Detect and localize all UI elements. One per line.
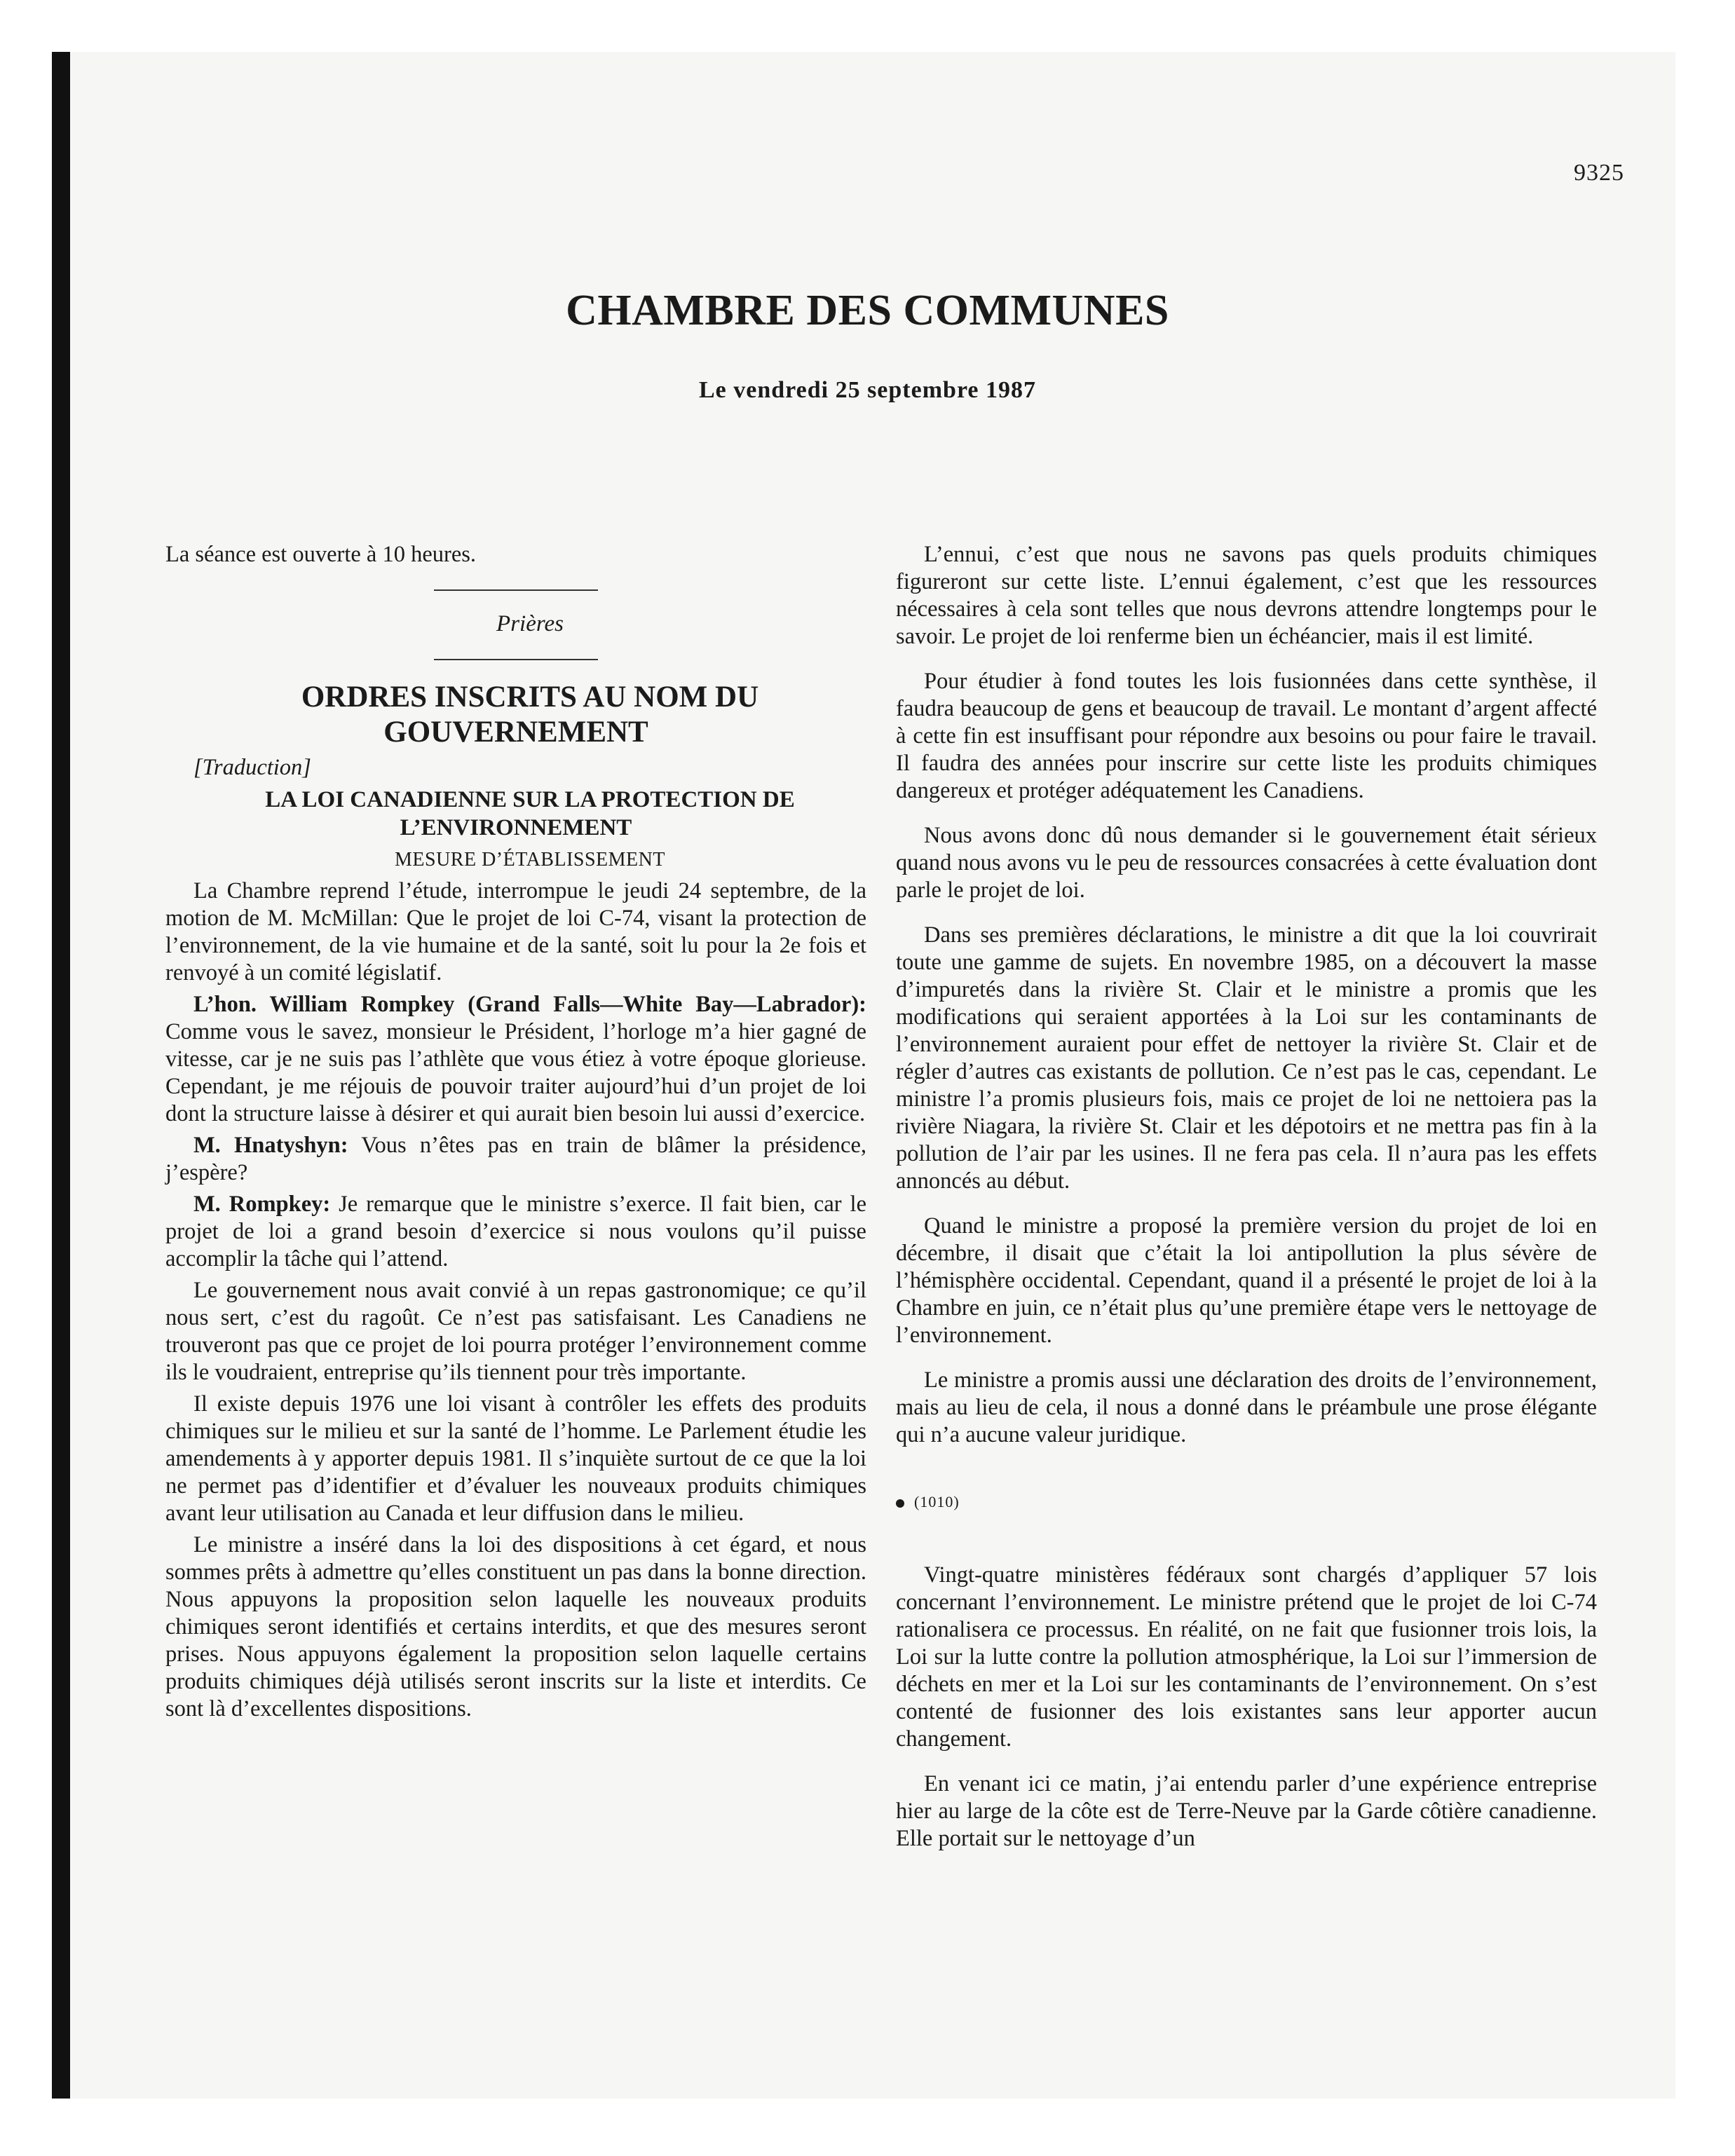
timestamp-marker — [896, 1488, 1597, 1515]
opening-line: La séance est ouverte à 10 heures. — [165, 542, 477, 567]
speech-paragraph — [165, 991, 866, 1128]
timestamp-text: (1010) — [914, 1493, 960, 1510]
paragraph: Il existe depuis 1976 une loi visant à contrôler les effets des produits chimiques sur le milieu et sur la santé de l’homme. Le Parlement étudie les amendements à y apporter depuis 1981. Il s’inquiète surtout de ce que la loi ne permet pas d’identifier et d’évaluer les nouveaux produits chimiques avant leur utilisation au Canada et leur diffusion dans le milieu. — [165, 1391, 866, 1526]
paragraph: En venant ici ce matin, j’ai entendu parler d’une expérience entreprise hier au large de la côte est de Terre-Neuve par la Garde côtière canadienne. Elle portait sur le nettoyage d’un — [896, 1771, 1597, 1851]
paragraph: Quand le ministre a proposé la première version du projet de loi en décembre, il disait que c’était la loi antipollution la plus sévère de l’hémisphère occidental. Cependant, quand il a présenté le projet de loi à la Chambre en juin, ce n’était plus qu’une première étape vers le nettoyage de l’environnement. — [896, 1213, 1597, 1348]
bill-heading: LA LOI CANADIENNE SUR LA PROTECTION DE L’ENVIRONNEMENT — [265, 787, 795, 840]
section-heading: ORDRES INSCRITS AU NOM DU GOUVERNEMENT — [301, 681, 759, 749]
speech-paragraph — [165, 1132, 866, 1187]
page-number: 9325 — [1574, 160, 1624, 186]
divider — [434, 589, 598, 591]
document-title: CHAMBRE DES COMMUNES — [566, 287, 1169, 334]
paragraph: L’ennui, c’est que nous ne savons pas quels produits chimiques figureront sur cette liste. L’ennui également, c’est que les ressources nécessaires à cela sont telles que nous devrons attendre longtemps pour le savoir. Le projet de loi renferme bien un échéancier, mais il est limité. — [896, 542, 1597, 649]
measure-subheading: MESURE D’ÉTABLISSEMENT — [395, 849, 665, 871]
speech-text: Vous n’êtes pas en train de blâmer la présidence, j’espère? — [165, 1133, 866, 1185]
paragraph: Le ministre a promis aussi une déclaration des droits de l’environnement, mais au lieu de cela, il nous a donné dans le préambule une prose élégante qui n’a aucune valeur juridique. — [896, 1367, 1597, 1447]
document-date: Le vendredi 25 septembre 1987 — [698, 377, 1037, 403]
paragraph: La Chambre reprend l’étude, interrompue le jeudi 24 septembre, de la motion de M. McMillan: Que le projet de loi C-74, visant la protection de l’environnement, de la vie humaine et de la santé, soit lu pour la 2e fois et renvoyé à un comité législatif. — [165, 878, 866, 985]
bullet-dot-icon — [896, 1499, 904, 1508]
paragraph: Le ministre a inséré dans la loi des dispositions à cet égard, et nous sommes prêts à admettre qu’elles constituent un pas dans la bonne direction. Nous appuyons la proposition selon laquelle les nouveaux produits chimiques seront identifiés et certains interdits, et que des mesures seront prises. Nous appuyons également la proposition selon laquelle certains produits chimiques déjà utilisés seront inscrits sur la liste et interdits. Ce sont là d’excellentes dispositions. — [165, 1532, 866, 1721]
paragraph: Pour étudier à fond toutes les lois fusionnées dans cette synthèse, il faudra beaucoup de gens et beaucoup de travail. Le montant d’argent affecté à cette fin est insuffisant pour répondre aux besoins ou pour faire le travail. Il faudra des années pour inscrire sur cette liste les produits chimiques dangereux et protéger adéquatement les Canadiens. — [896, 669, 1597, 803]
paragraph: Le gouvernement nous avait convié à un repas gastronomique; ce qu’il nous sert, c’est du ragoût. Ce n’est pas satisfaisant. Les Canadiens ne trouveront pas que ce projet de loi pourra protéger l’environnement comme ils le voudraient, entreprise qu’ils tiennent pour très importante. — [165, 1278, 866, 1385]
scan-edge — [52, 52, 70, 2099]
speaker-name: M. Hnatyshyn: — [193, 1133, 348, 1158]
speech-text: Comme vous le savez, monsieur le Président, l’horloge m’a hier gagné de vitesse, car je ne suis pas l’athlète que vous étiez à votre époque glorieuse. Cependant, je me réjouis de pouvoir traiter aujourd’hui d’un projet de loi dont la structure laisse à désirer et qui aurait bien besoin lui aussi d’exercice. — [165, 1019, 866, 1126]
speech-paragraph — [165, 1191, 866, 1273]
speech-text: Je remarque que le ministre s’exerce. Il fait bien, car le projet de loi a grand besoin d’exercice si nous voulons qu’il puisse accomplir la tâche qui l’attend. — [165, 1192, 866, 1271]
speaker-name: M. Rompkey: — [193, 1192, 331, 1217]
paragraph: Nous avons donc dû nous demander si le gouvernement était sérieux quand nous avons vu le peu de ressources consacrées à cette évaluation dont parle le projet de loi. — [896, 823, 1597, 903]
translation-note: [Traduction] — [193, 755, 311, 780]
right-column — [896, 541, 1597, 1853]
paragraph: Dans ses premières déclarations, le ministre a dit que la loi couvrirait toute une gamme de sujets. En novembre 1985, on a découvert la masse d’impuretés dans la rivière St. Clair et le ministre a promis que les modifications qui seraient apportées à la Loi sur les contaminants de l’environnement auraient pour effet de nettoyer la rivière St. Clair et de régler d’autres cas existants de pollution. Ce n’est pas le cas, cependant. Le ministre l’a promis plusieurs fois, mais ce projet de loi ne nettoiera pas la rivière Niagara, la rivière St. Clair et les dépotoirs et ne mettra pas fin à la pollution de l’air par les usines. Il ne fera pas cela. Il n’aura pas les effets annoncés au début. — [896, 922, 1597, 1194]
prayers-heading: Prières — [496, 611, 564, 636]
paragraph: Vingt-quatre ministères fédéraux sont chargés d’appliquer 57 lois concernant l’environnement. Le ministre prétend que le projet de loi C-74 rationalisera ce processus. En réalité, on ne fait que fusionner trois lois, la Loi sur la lutte contre la pollution atmosphérique, la Loi sur l’immersion de déchets en mer et la Loi sur les contaminants de l’environnement. On s’est contenté de fusionner des lois existantes sans leur apporter aucun changement. — [896, 1562, 1597, 1752]
left-column — [165, 541, 866, 1723]
speaker-name: L’hon. William Rompkey (Grand Falls—White Bay—Labrador): — [193, 992, 866, 1017]
divider — [434, 659, 598, 660]
